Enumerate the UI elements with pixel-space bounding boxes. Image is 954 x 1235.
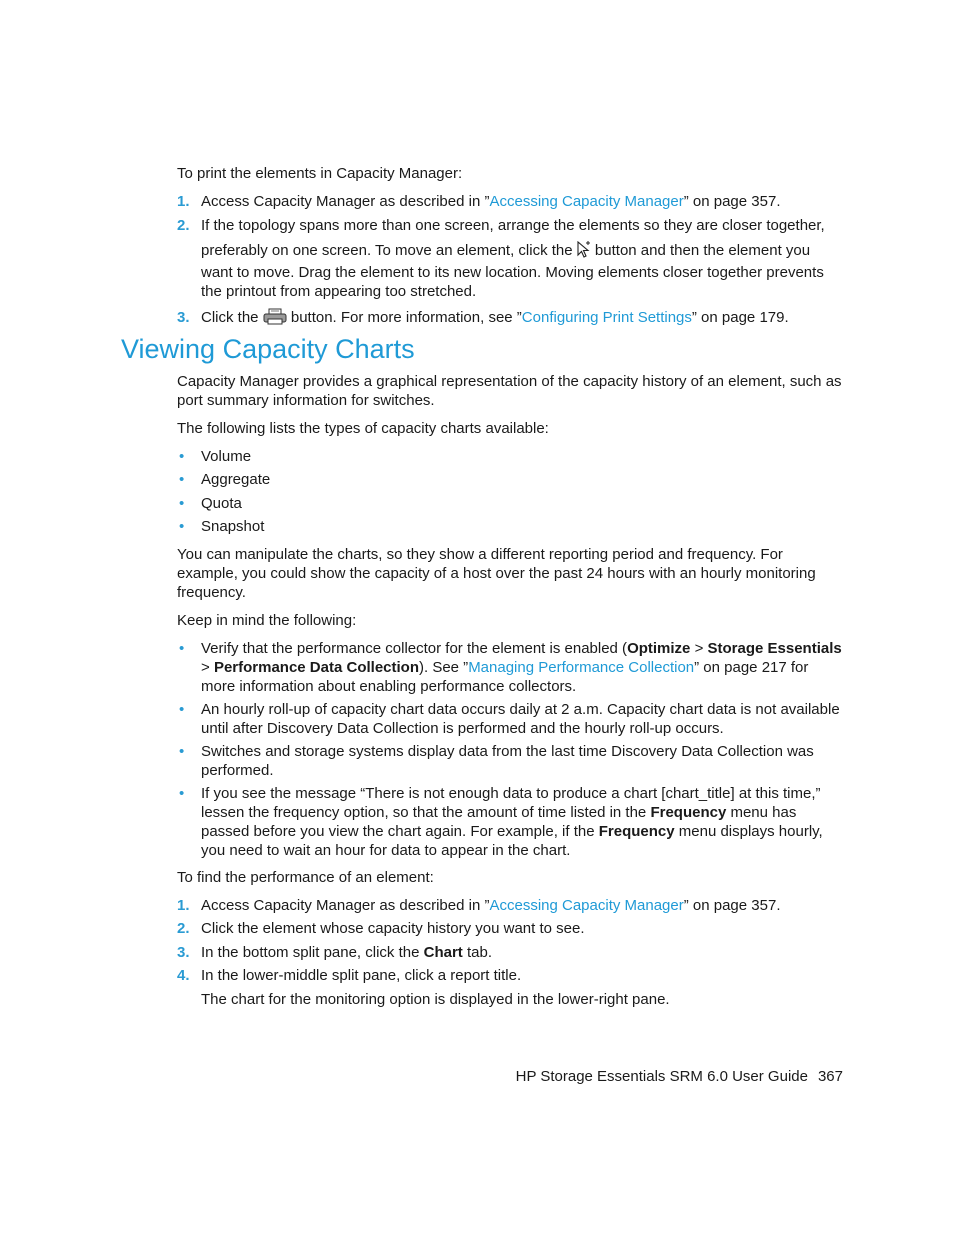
bullet-icon: •	[179, 471, 185, 488]
page-footer	[516, 1067, 843, 1086]
step-number: 2.	[177, 217, 190, 234]
bullet-icon: •	[179, 701, 185, 718]
step-number: 2.	[177, 920, 190, 937]
print-step-2: 2. If the topology spans more than one screen, arrange the elements so they are closer together, preferably on one screen. To move an element, click the button and then the element you want to move. Drag the element to its new location. Moving elements closer together prevents the printout from appearing too stretched.	[177, 217, 825, 300]
bullet-icon: •	[179, 743, 185, 760]
print-step-3: 3. Click the button. For more information, see ”Configuring Print Settings” on page 179.	[177, 308, 842, 330]
find-step-1: 1. Access Capacity Manager as described in ”Accessing Capacity Manager” on page 357.	[177, 897, 781, 914]
bullet-icon: •	[179, 640, 185, 657]
chart-type-item: • Volume	[179, 448, 252, 465]
chart-type-item: • Snapshot	[179, 518, 265, 535]
note-item: • If you see the message “There is not enough data to produce a chart [chart_title] at this time,” lessen the frequency option, so that the amount of time listed in the Frequency menu has passed before you view the chart again. For example, if the Frequency menu displays hourly, you need to wait an hour for data to appear in the chart.	[179, 785, 823, 859]
step-result-text: The chart for the monitoring option is displayed in the lower-right pane.	[201, 991, 670, 1008]
page-number: 367	[817, 1068, 843, 1085]
step-number: 3.	[177, 309, 190, 326]
print-step-1: 1. Access Capacity Manager as described in ”Accessing Capacity Manager” on page 357.	[177, 193, 781, 210]
manipulate-paragraph: You can manipulate the charts, so they show a different reporting period and frequency. For example, you could show the capacity of a host over the past 24 hours with an hourly monitoring frequency.	[177, 546, 816, 601]
step-number: 1.	[177, 193, 190, 210]
note-item: • Verify that the performance collector for the element is enabled (Optimize > Storage Essentials > Performance Data Collection). See ”Managing Performance Collection” on page 217 for more information about enabling performance collectors.	[179, 640, 842, 695]
footer-title: HP Storage Essentials SRM 6.0 User Guide	[515, 1068, 808, 1085]
find-step-4: 4. In the lower-middle split pane, click a report title. The chart for the monitoring option is displayed in the lower-right pane.	[177, 966, 842, 1009]
chart-types-intro: The following lists the types of capacity charts available:	[177, 420, 549, 437]
bullet-icon: •	[179, 785, 185, 802]
section-heading: Viewing Capacity Charts	[121, 334, 415, 364]
intro-paragraph: Capacity Manager provides a graphical representation of the capacity history of an element, such as port summary information for switches.	[177, 373, 842, 409]
bullet-icon: •	[179, 518, 185, 535]
step-number: 3.	[177, 944, 190, 961]
note-item: • Switches and storage systems display data from the last time Discovery Data Collection was performed.	[179, 743, 814, 779]
move-cursor-icon	[577, 241, 591, 263]
find-intro: To find the performance of an element:	[177, 869, 434, 886]
configuring-print-settings-link[interactable]: Configuring Print Settings	[521, 309, 692, 326]
printer-icon	[263, 308, 287, 330]
chart-type-item: • Quota	[179, 495, 242, 512]
accessing-capacity-manager-link[interactable]: Accessing Capacity Manager	[489, 193, 684, 210]
chart-type-item: • Aggregate	[179, 471, 271, 488]
bullet-icon: •	[179, 495, 185, 512]
accessing-capacity-manager-link[interactable]: Accessing Capacity Manager	[489, 897, 684, 914]
note-item: • An hourly roll-up of capacity chart data occurs daily at 2 a.m. Capacity chart data is not available until after Discovery Data Collection is performed and the hourly roll-up occurs.	[179, 701, 840, 737]
bullet-icon: •	[179, 448, 185, 465]
find-step-2: 2. Click the element whose capacity history you want to see.	[177, 920, 585, 937]
keep-in-mind-paragraph: Keep in mind the following:	[177, 612, 357, 629]
find-step-3: 3. In the bottom split pane, click the Chart tab.	[177, 944, 492, 961]
managing-performance-collection-link[interactable]: Managing Performance Collection	[468, 659, 695, 676]
step-number: 4.	[177, 967, 190, 984]
print-intro: To print the elements in Capacity Manager:	[177, 165, 463, 182]
step-number: 1.	[177, 897, 190, 914]
